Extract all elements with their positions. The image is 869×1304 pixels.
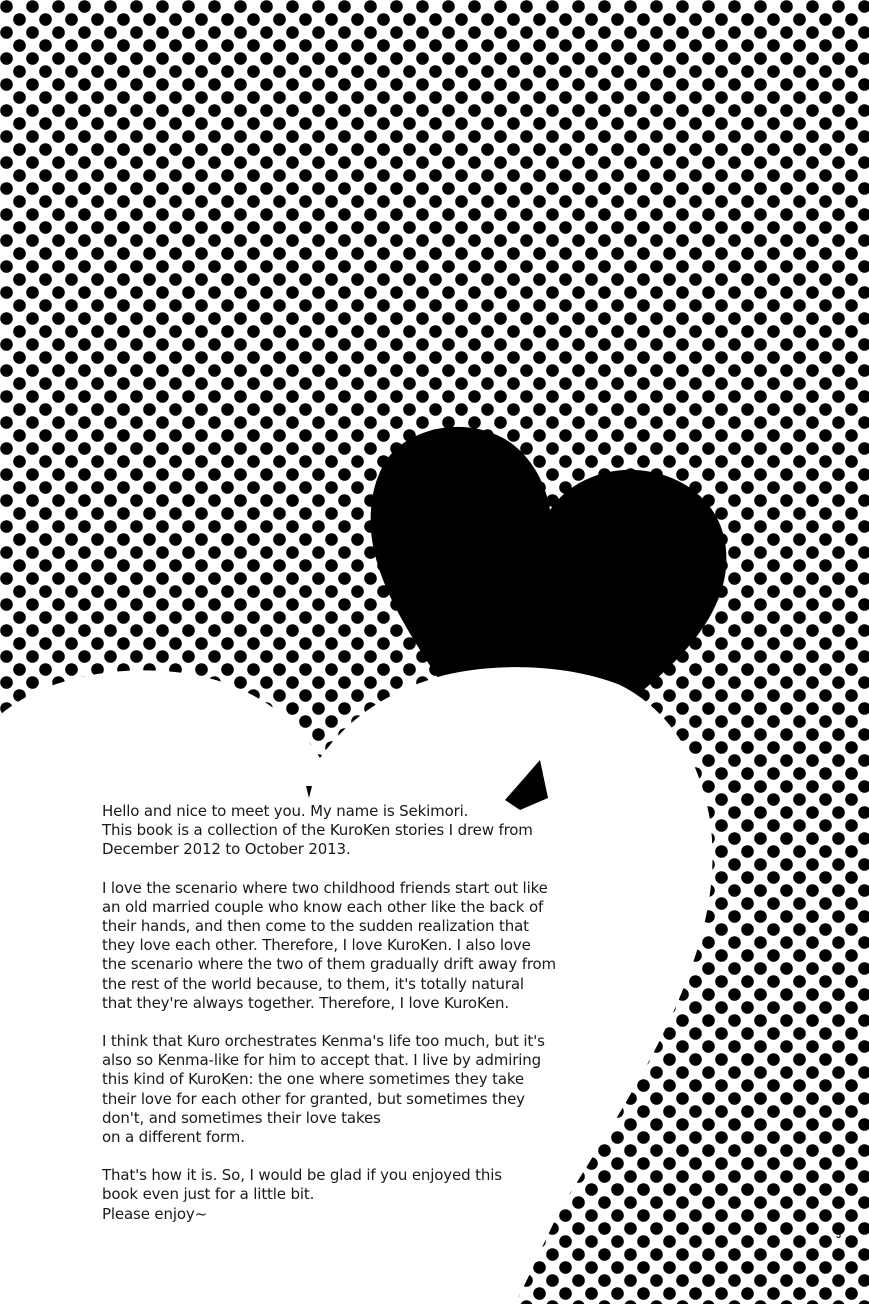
page-number: 5 [836, 1230, 842, 1240]
letter-paragraph-intro: Hello and nice to meet you. My name is Sekimori. This book is a collection of the KuroKen stories I drew from December 2012 to October 2013. [102, 802, 533, 859]
letter-paragraph-scenario: I love the scenario where two childhood friends start out like an old married couple who know each other like the back of their hands, and then come to the sudden realization that they love each other. Therefore, I love KuroKen. I also love the scenario where the two of them gradually drift away from the rest of the world because, to them, it's totally natural that they're always together. Therefore, I love KuroKen. [102, 878, 557, 1012]
letter-paragraph-kuro-kenma: I think that Kuro orchestrates Kenma's life too much, but it's also so Kenma-like for him to accept that. I live by admiring this kind of KuroKen: the one where sometimes they take their love for each other for granted, but sometimes they don't, and sometimes their love takes on a different form. [102, 1032, 545, 1147]
letter-text [102, 802, 572, 1243]
letter-paragraph-closing: That's how it is. So, I would be glad if you enjoyed this book even just for a little bit. Please enjoy~ [102, 1166, 502, 1223]
